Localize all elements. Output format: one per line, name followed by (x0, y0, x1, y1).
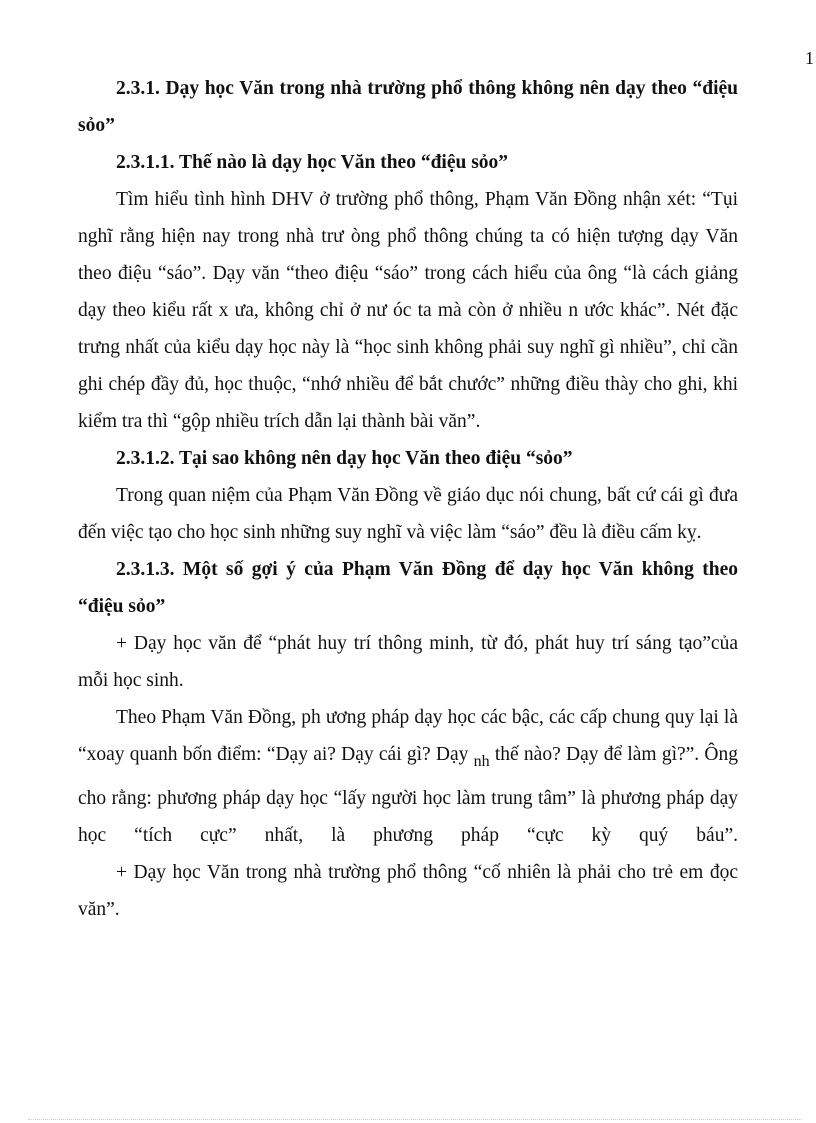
paragraph-3: + Dạy học văn để “phát huy trí thông minh, từ đó, phát huy trí sáng tạo”của mỗi học sinh. (78, 633, 738, 691)
section-heading-2-3-1-2: 2.3.1.2. Tại sao không nên dạy học Văn theo điệu “sỏo” (116, 448, 573, 469)
page-number: 1 (805, 48, 814, 68)
page-bottom-divider (28, 1119, 802, 1120)
section-heading-2-3-1: 2.3.1. Dạy học Văn trong nhà trường phổ thông không nên dạy theo “điệu sỏo” (78, 78, 738, 136)
paragraph-4-text-before: Theo Phạm Văn Đồng, ph ương pháp dạy học các bậc, các cấp chung quy lại là “xoay quanh bốn điểm: “Dạy ai? Dạy cái gì? Dạy (78, 707, 738, 765)
paragraph-4-subscript: nh (473, 753, 490, 770)
paragraph-4 (78, 699, 738, 854)
paragraph-5: + Dạy học Văn trong nhà trường phổ thông “cố nhiên là phải cho trẻ em đọc văn”. (78, 862, 738, 920)
section-heading-2-3-1-1: 2.3.1.1. Thế nào là dạy học Văn theo “điệu sỏo” (116, 152, 509, 173)
document-body (78, 70, 738, 928)
paragraph-4-text-after: thế nào? Dạy để làm gì?”. Ông cho rằng: phương pháp dạy học “lấy người học làm trung tâm” là phương pháp dạy học “tích cực” nhất, là phương pháp “cực kỳ quý báu”. (78, 744, 738, 846)
paragraph-1: Tìm hiểu tình hình DHV ở trường phổ thông, Phạm Văn Đồng nhận xét: “Tụi nghĩ rằng hiện nay trong nhà trư òng phổ thông chúng ta có hiện tượng dạy Văn theo điệu “sáo”. Dạy văn “theo điệu “sáo” trong cách hiểu của ông “là cách giảng dạy theo kiểu rất x ưa, không chỉ ở nư óc ta mà còn ở nhiều n ước khác”. Nét đặc trưng nhất của kiểu dạy học này là “học sinh không phải suy nghĩ gì nhiều”, chỉ cần ghi chép đầy đủ, học thuộc, “nhớ nhiều để bắt chước” những điều thày cho ghi, khi kiểm tra thì “gộp nhiều trích dẫn lại thành bài văn”. (78, 189, 738, 432)
paragraph-2: Trong quan niệm của Phạm Văn Đồng về giáo dục nói chung, bất cứ cái gì đưa đến việc tạo cho học sinh những suy nghĩ và việc làm “sáo” đều là điều cấm kỵ. (78, 485, 738, 543)
section-heading-2-3-1-3: 2.3.1.3. Một số gợi ý của Phạm Văn Đồng để dạy học Văn không theo “điệu sỏo” (78, 559, 738, 617)
